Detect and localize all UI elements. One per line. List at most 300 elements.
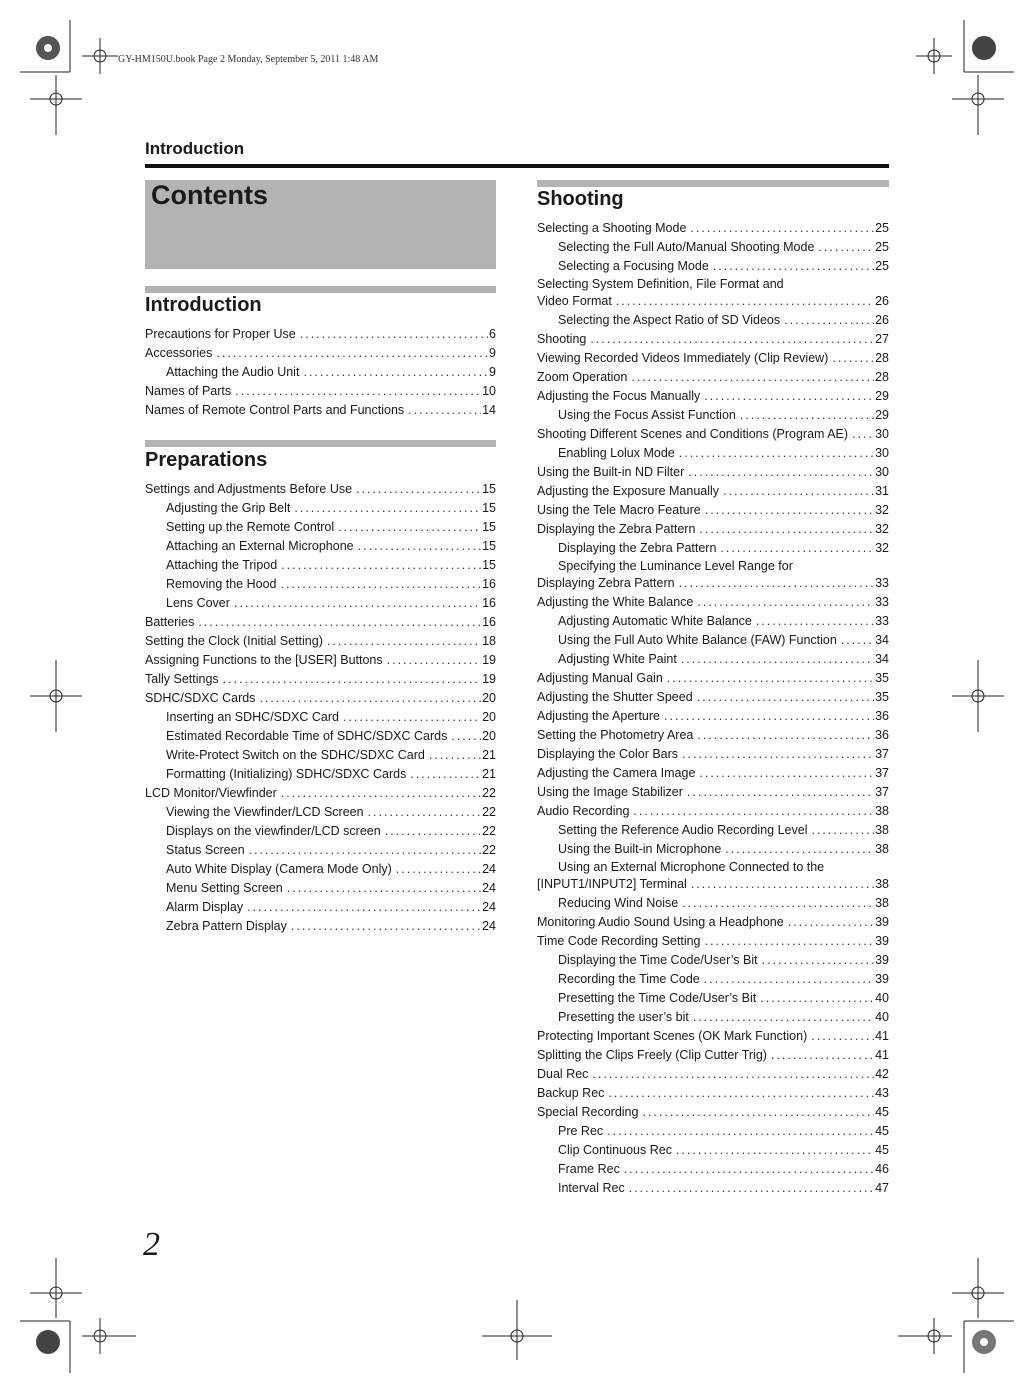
toc-entry-title: Attaching an External Microphone	[166, 537, 358, 556]
toc-entry[interactable]	[537, 444, 889, 463]
toc-dot-leader	[784, 311, 874, 330]
toc-dot-leader	[788, 913, 874, 932]
toc-entry[interactable]	[537, 707, 889, 726]
section-bar-introduction	[145, 286, 496, 293]
contents-title-box	[145, 180, 496, 269]
toc-entry-title: Recording the Time Code	[558, 970, 704, 989]
toc-entry-title: Alarm Display	[166, 898, 247, 917]
toc-entry[interactable]	[537, 349, 889, 368]
toc-dot-leader	[811, 821, 874, 840]
toc-page-number: 9	[489, 365, 496, 379]
toc-entry-title: Viewing Recorded Videos Immediately (Clip Review)	[537, 349, 832, 368]
toc-dot-leader	[249, 841, 482, 860]
print-header-file-info: GY-HM150U.book Page 2 Monday, September 5, 2011 1:48 AM	[118, 54, 379, 65]
toc-entry[interactable]	[537, 1179, 889, 1198]
toc-page-number: 19	[482, 653, 496, 667]
toc-entry-title: Inserting an SDHC/SDXC Card	[166, 708, 343, 727]
toc-entry[interactable]	[537, 387, 889, 406]
toc-dot-leader	[338, 518, 481, 537]
toc-dot-leader	[235, 382, 481, 401]
toc-dot-leader	[681, 650, 874, 669]
toc-dot-leader	[356, 480, 481, 499]
toc-entry-title: Zebra Pattern Display	[166, 917, 291, 936]
toc-dot-leader	[642, 1103, 874, 1122]
toc-page-number: 27	[875, 332, 889, 346]
toc-dot-leader	[832, 349, 874, 368]
toc-entry-title: [INPUT1/INPUT2] Terminal	[537, 875, 691, 894]
section-bar-shooting	[537, 180, 889, 187]
toc-entry[interactable]	[537, 989, 889, 1008]
toc-page-number: 33	[875, 614, 889, 628]
toc-page-number: 15	[482, 501, 496, 515]
toc-entry[interactable]	[145, 651, 496, 670]
toc-dot-leader	[590, 330, 874, 349]
toc-entry-title: Setting the Photometry Area	[537, 726, 697, 745]
toc-dot-leader	[704, 970, 874, 989]
toc-entry[interactable]	[537, 894, 889, 913]
toc-entry-title: Video Format	[537, 292, 616, 311]
toc-entry[interactable]	[537, 238, 889, 257]
toc-entry-title: Presetting the user’s bit	[558, 1008, 693, 1027]
toc-entry-title: Adjusting White Paint	[558, 650, 681, 669]
toc-page-number: 28	[875, 370, 889, 384]
toc-dot-leader	[705, 501, 874, 520]
toc-page-number: 24	[482, 881, 496, 895]
toc-page-number: 24	[482, 900, 496, 914]
toc-entry-title: Write-Protect Switch on the SDHC/SDXC Card	[166, 746, 429, 765]
toc-entry-title: Displaying Zebra Pattern	[537, 574, 679, 593]
toc-entry[interactable]	[537, 669, 889, 688]
toc-entry[interactable]	[537, 276, 889, 311]
toc-dot-leader	[294, 499, 481, 518]
toc-dot-leader	[699, 764, 874, 783]
toc-entry[interactable]	[537, 368, 889, 387]
toc-entry-title: Names of Parts	[145, 382, 235, 401]
toc-page-number: 21	[482, 748, 496, 762]
toc-page-number: 19	[482, 672, 496, 686]
toc-page-number: 20	[482, 710, 496, 724]
toc-entry[interactable]	[537, 650, 889, 669]
toc-page-number: 30	[875, 446, 889, 460]
toc-entry[interactable]	[537, 1027, 889, 1046]
toc-page-number: 33	[875, 595, 889, 609]
toc-dot-leader	[667, 669, 874, 688]
toc-entry[interactable]	[145, 325, 496, 344]
toc-entry[interactable]	[537, 593, 889, 612]
toc-page-number: 40	[875, 1010, 889, 1024]
toc-entry[interactable]	[145, 613, 496, 632]
toc-dot-leader	[607, 1122, 874, 1141]
toc-dot-leader	[762, 951, 874, 970]
toc-page-number: 21	[482, 767, 496, 781]
toc-entry[interactable]	[537, 726, 889, 745]
toc-page-number: 18	[482, 634, 496, 648]
toc-entry-title-line1: Using an External Microphone Connected to the	[558, 860, 825, 874]
section-title-introduction: Introduction	[145, 294, 262, 316]
toc-page-number: 15	[482, 482, 496, 496]
toc-entry[interactable]	[537, 406, 889, 425]
toc-entry[interactable]	[145, 382, 496, 401]
toc-entry[interactable]	[145, 344, 496, 363]
toc-entry-title: Batteries	[145, 613, 198, 632]
toc-page-number: 45	[875, 1124, 889, 1138]
toc-entry[interactable]	[537, 612, 889, 631]
toc-page-number: 10	[482, 384, 496, 398]
toc-dot-leader	[756, 612, 874, 631]
toc-entry-title: Displaying the Time Code/User’s Bit	[558, 951, 762, 970]
toc-dot-leader	[688, 463, 874, 482]
toc-entry-title: Adjusting the Shutter Speed	[537, 688, 697, 707]
toc-entry[interactable]	[537, 1046, 889, 1065]
toc-dot-leader	[281, 784, 481, 803]
toc-entry-title: Using the Image Stabilizer	[537, 783, 687, 802]
toc-entry[interactable]	[145, 518, 496, 537]
toc-dot-leader	[234, 594, 481, 613]
section-bar-preparations	[145, 440, 496, 447]
toc-entry-title: Formatting (Initializing) SDHC/SDXC Cards	[166, 765, 410, 784]
toc-page-number: 9	[489, 346, 496, 360]
toc-page-number: 34	[875, 633, 889, 647]
toc-page-number: 35	[875, 671, 889, 685]
toc-page-number: 45	[875, 1143, 889, 1157]
toc-entry-title: Attaching the Tripod	[166, 556, 281, 575]
toc-page-number: 34	[875, 652, 889, 666]
toc-entry[interactable]	[145, 746, 496, 765]
toc-page-number: 15	[482, 558, 496, 572]
toc-entry[interactable]	[537, 558, 889, 593]
toc-page-number: 25	[875, 221, 889, 235]
toc-page-number: 39	[875, 972, 889, 986]
toc-entry[interactable]	[537, 1065, 889, 1084]
toc-entry[interactable]	[537, 425, 889, 444]
toc-entry[interactable]	[537, 501, 889, 520]
section-title-preparations: Preparations	[145, 449, 268, 471]
toc-dot-leader	[327, 632, 481, 651]
toc-page-number: 36	[875, 709, 889, 723]
toc-page-number: 30	[875, 465, 889, 479]
toc-entry[interactable]	[145, 860, 496, 879]
toc-page-number: 16	[482, 577, 496, 591]
toc-entry[interactable]	[537, 821, 889, 840]
toc-dot-leader	[811, 1027, 874, 1046]
toc-page-number: 22	[482, 805, 496, 819]
toc-page-number: 14	[482, 403, 496, 417]
toc-entry[interactable]	[145, 708, 496, 727]
toc-dot-leader	[281, 556, 481, 575]
toc-dot-leader	[679, 444, 874, 463]
toc-dot-leader	[291, 917, 481, 936]
toc-entry[interactable]	[145, 537, 496, 556]
toc-page-number: 26	[875, 294, 889, 308]
toc-entry[interactable]	[537, 970, 889, 989]
toc-entry-title: Shooting	[537, 330, 590, 349]
toc-entry[interactable]	[145, 401, 496, 420]
toc-entry[interactable]	[145, 898, 496, 917]
toc-page-number: 26	[875, 313, 889, 327]
toc-page-number: 43	[875, 1086, 889, 1100]
toc-entry-title-line1: Selecting System Definition, File Format and	[537, 277, 784, 291]
toc-dot-leader	[633, 802, 874, 821]
toc-dot-leader	[385, 822, 481, 841]
toc-dot-leader	[693, 1008, 874, 1027]
toc-entry[interactable]	[145, 670, 496, 689]
toc-entry[interactable]	[145, 727, 496, 746]
toc-entry-title: Clip Continuous Rec	[558, 1141, 676, 1160]
toc-entry[interactable]	[537, 1008, 889, 1027]
toc-page-number: 15	[482, 520, 496, 534]
toc-entry[interactable]	[537, 783, 889, 802]
toc-dot-leader	[697, 593, 874, 612]
toc-entry-title: Auto White Display (Camera Mode Only)	[166, 860, 396, 879]
toc-entry-title: Using the Built-in ND Filter	[537, 463, 688, 482]
toc-dot-leader	[771, 1046, 874, 1065]
toc-dot-leader	[300, 325, 488, 344]
toc-dot-leader	[725, 840, 874, 859]
section-title-shooting: Shooting	[537, 188, 624, 210]
toc-dot-leader	[631, 368, 874, 387]
toc-dot-leader	[723, 482, 874, 501]
toc-entry-title: Reducing Wind Noise	[558, 894, 682, 913]
toc-page-number: 16	[482, 615, 496, 629]
toc-entry[interactable]	[537, 688, 889, 707]
toc-entry-title: Selecting a Shooting Mode	[537, 219, 690, 238]
toc-entry[interactable]	[537, 1160, 889, 1179]
toc-entry[interactable]	[537, 330, 889, 349]
toc-dot-leader	[704, 387, 874, 406]
toc-entry-title: Displaying the Zebra Pattern	[558, 539, 720, 558]
toc-page-number: 42	[875, 1067, 889, 1081]
toc-entry-title: Zoom Operation	[537, 368, 631, 387]
toc-page-number: 20	[482, 729, 496, 743]
toc-list-introduction	[145, 325, 496, 420]
toc-entry[interactable]	[537, 520, 889, 539]
toc-dot-leader	[760, 989, 874, 1008]
toc-entry[interactable]	[537, 764, 889, 783]
toc-entry-title: Names of Remote Control Parts and Functions	[145, 401, 408, 420]
toc-entry-title: Menu Setting Screen	[166, 879, 287, 898]
toc-dot-leader	[396, 860, 481, 879]
toc-entry-title: Setting up the Remote Control	[166, 518, 338, 537]
toc-dot-leader	[280, 575, 481, 594]
running-section-label: Introduction	[145, 139, 245, 158]
toc-entry[interactable]	[537, 932, 889, 951]
toc-entry-title: Selecting the Aspect Ratio of SD Videos	[558, 311, 784, 330]
toc-page-number: 28	[875, 351, 889, 365]
toc-page-number: 31	[875, 484, 889, 498]
toc-entry-title: Adjusting the Exposure Manually	[537, 482, 723, 501]
toc-page-number: 24	[482, 862, 496, 876]
toc-dot-leader	[387, 651, 481, 670]
toc-dot-leader	[287, 879, 481, 898]
toc-entry[interactable]	[537, 463, 889, 482]
toc-entry-title: Monitoring Audio Sound Using a Headphone	[537, 913, 788, 932]
toc-entry-title: Dual Rec	[537, 1065, 592, 1084]
toc-entry-title: Accessories	[145, 344, 216, 363]
toc-entry-title: Backup Rec	[537, 1084, 608, 1103]
toc-dot-leader	[697, 688, 874, 707]
page-number: 2	[143, 1226, 160, 1263]
toc-page-number: 46	[875, 1162, 889, 1176]
toc-entry[interactable]	[537, 840, 889, 859]
toc-page-number: 15	[482, 539, 496, 553]
toc-entry-title: Precautions for Proper Use	[145, 325, 300, 344]
toc-page-number: 36	[875, 728, 889, 742]
toc-entry-title: Attaching the Audio Unit	[166, 363, 303, 382]
toc-entry[interactable]	[537, 482, 889, 501]
toc-entry-title: Adjusting the Grip Belt	[166, 499, 294, 518]
toc-dot-leader	[682, 745, 874, 764]
toc-entry[interactable]	[145, 803, 496, 822]
toc-dot-leader	[664, 707, 874, 726]
toc-page-number: 25	[875, 240, 889, 254]
toc-entry-title: Enabling Lolux Mode	[558, 444, 679, 463]
toc-dot-leader	[624, 1160, 874, 1179]
toc-page-number: 33	[875, 576, 889, 590]
toc-page-number: 35	[875, 690, 889, 704]
toc-entry[interactable]	[145, 784, 496, 803]
toc-entry-title: Time Code Recording Setting	[537, 932, 705, 951]
toc-entry-title: Presetting the Time Code/User’s Bit	[558, 989, 760, 1008]
toc-entry-title: Interval Rec	[558, 1179, 629, 1198]
toc-page-number: 40	[875, 991, 889, 1005]
toc-entry[interactable]	[145, 822, 496, 841]
toc-dot-leader	[705, 932, 875, 951]
toc-entry-title: Adjusting Automatic White Balance	[558, 612, 756, 631]
toc-entry[interactable]	[537, 1103, 889, 1122]
toc-dot-leader	[676, 1141, 874, 1160]
toc-entry-title: Using the Tele Macro Feature	[537, 501, 705, 520]
toc-page-number: 38	[875, 877, 889, 891]
toc-page-number: 22	[482, 824, 496, 838]
toc-page-number: 32	[875, 503, 889, 517]
toc-entry-title: Tally Settings	[145, 670, 223, 689]
toc-dot-leader	[852, 425, 874, 444]
toc-entry-title: Selecting the Full Auto/Manual Shooting Mode	[558, 238, 818, 257]
toc-entry-title: Adjusting Manual Gain	[537, 669, 667, 688]
toc-entry-title: Pre Rec	[558, 1122, 607, 1141]
toc-page-number: 16	[482, 596, 496, 610]
toc-entry[interactable]	[537, 631, 889, 650]
toc-entry[interactable]	[537, 802, 889, 821]
toc-page-number: 6	[489, 327, 496, 341]
toc-dot-leader	[682, 894, 874, 913]
toc-entry-title: Status Screen	[166, 841, 249, 860]
toc-list-shooting	[537, 219, 889, 1198]
toc-entry[interactable]	[537, 1084, 889, 1103]
toc-page-number: 30	[875, 427, 889, 441]
toc-dot-leader	[343, 708, 481, 727]
toc-page-number: 22	[482, 786, 496, 800]
toc-entry[interactable]	[145, 556, 496, 575]
toc-entry-title: Settings and Adjustments Before Use	[145, 480, 356, 499]
toc-dot-leader	[679, 574, 875, 593]
toc-page-number: 38	[875, 842, 889, 856]
toc-entry-title: Adjusting the White Balance	[537, 593, 697, 612]
toc-entry-title: Frame Rec	[558, 1160, 624, 1179]
toc-dot-leader	[259, 689, 481, 708]
toc-entry[interactable]	[145, 363, 496, 382]
toc-dot-leader	[690, 219, 874, 238]
toc-page-number: 37	[875, 785, 889, 799]
toc-page-number: 39	[875, 915, 889, 929]
toc-entry-title: Removing the Hood	[166, 575, 280, 594]
toc-entry[interactable]	[145, 499, 496, 518]
toc-entry-title: SDHC/SDXC Cards	[145, 689, 259, 708]
toc-entry-title: Audio Recording	[537, 802, 633, 821]
toc-entry[interactable]	[145, 765, 496, 784]
toc-entry-title: Displaying the Color Bars	[537, 745, 682, 764]
toc-entry[interactable]	[537, 219, 889, 238]
toc-entry[interactable]	[537, 859, 889, 894]
toc-entry-title: Selecting a Focusing Mode	[558, 257, 713, 276]
toc-entry[interactable]	[145, 917, 496, 936]
toc-page-number: 22	[482, 843, 496, 857]
toc-entry[interactable]	[537, 913, 889, 932]
toc-dot-leader	[616, 292, 874, 311]
toc-page-number: 25	[875, 259, 889, 273]
toc-entry-title: Viewing the Viewfinder/LCD Screen	[166, 803, 368, 822]
toc-entry[interactable]	[145, 689, 496, 708]
toc-entry-title: Setting the Clock (Initial Setting)	[145, 632, 327, 651]
toc-entry[interactable]	[537, 745, 889, 764]
toc-entry-title: Using the Built-in Microphone	[558, 840, 725, 859]
toc-page-number: 32	[875, 541, 889, 555]
toc-entry[interactable]	[145, 480, 496, 499]
toc-dot-leader	[368, 803, 482, 822]
toc-page-number: 20	[482, 691, 496, 705]
toc-entry-title: Adjusting the Focus Manually	[537, 387, 704, 406]
toc-entry[interactable]	[145, 575, 496, 594]
toc-page-number: 38	[875, 823, 889, 837]
toc-entry-title: Displaying the Zebra Pattern	[537, 520, 699, 539]
toc-entry[interactable]	[145, 841, 496, 860]
toc-page-number: 41	[875, 1048, 889, 1062]
toc-entry[interactable]	[537, 951, 889, 970]
toc-dot-leader	[408, 401, 481, 420]
toc-page-number: 32	[875, 522, 889, 536]
toc-page-number: 29	[875, 408, 889, 422]
toc-entry[interactable]	[537, 311, 889, 330]
toc-dot-leader	[697, 726, 874, 745]
toc-entry[interactable]	[145, 879, 496, 898]
toc-entry-title: Protecting Important Scenes (OK Mark Function)	[537, 1027, 811, 1046]
toc-dot-leader	[216, 344, 488, 363]
toc-dot-leader	[608, 1084, 874, 1103]
toc-dot-leader	[713, 257, 874, 276]
toc-page-number: 37	[875, 747, 889, 761]
toc-dot-leader	[687, 783, 874, 802]
toc-dot-leader	[720, 539, 874, 558]
toc-dot-leader	[592, 1065, 874, 1084]
toc-entry-title: Using the Focus Assist Function	[558, 406, 740, 425]
toc-entry[interactable]	[145, 594, 496, 613]
toc-page-number: 39	[875, 934, 889, 948]
toc-entry-title: Shooting Different Scenes and Conditions (Program AE)	[537, 425, 852, 444]
toc-page-number: 24	[482, 919, 496, 933]
toc-dot-leader	[358, 537, 481, 556]
toc-page-number: 38	[875, 804, 889, 818]
toc-entry[interactable]	[537, 257, 889, 276]
toc-entry[interactable]	[537, 1122, 889, 1141]
toc-dot-leader	[740, 406, 874, 425]
toc-dot-leader	[691, 875, 874, 894]
toc-entry[interactable]	[537, 539, 889, 558]
toc-dot-leader	[223, 670, 481, 689]
toc-entry[interactable]	[537, 1141, 889, 1160]
toc-entry-title: Adjusting the Camera Image	[537, 764, 699, 783]
toc-entry[interactable]	[145, 632, 496, 651]
toc-page-number: 45	[875, 1105, 889, 1119]
